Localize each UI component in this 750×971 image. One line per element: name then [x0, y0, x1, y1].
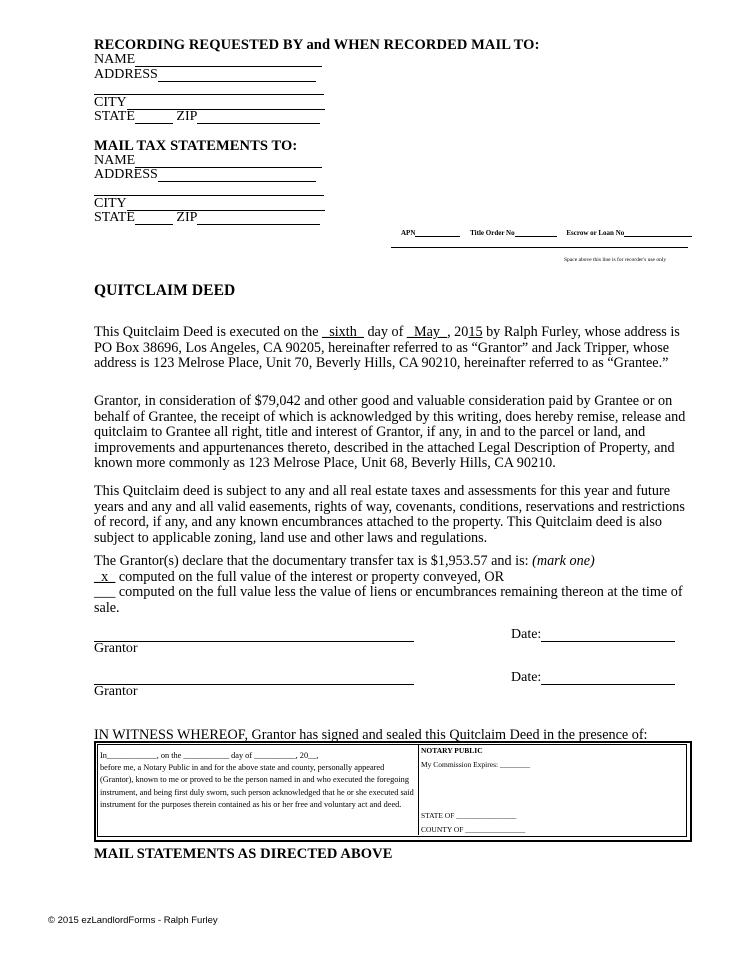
mail-tax-address-label: ADDRESS [94, 167, 158, 182]
date-label-2: Date: [511, 670, 542, 685]
consideration-paragraph: Grantor, in consideration of $79,042 and other good and valuable consideration paid by Grantee or on behalf of Grantee, the receipt of which is acknowledged by this writing, does hereby remise, release and quitclaim to Grantee all right, title and interest of Grantor, if any, in and to the parcel or land, and improvements and appurtenances thereto, described in the attached Legal Description of Property, and known more commonly as 123 Melrose Place, Unit 68, Beverly Hills, CA 90210. [94, 393, 686, 471]
recording-name-label: NAME [94, 52, 136, 67]
para1-text-d: by Ralph Furley, whose address is PO Box 38696, Los Angeles, CA 90205, hereinafter referred to as “Grantor” and Jack Tripper, whose address is 123 Melrose Place, Unit 70, Beverly Hills, CA 90210, hereinafter referred to as “Grantee.” [94, 324, 680, 371]
state-of-field[interactable]: STATE OF ________________ [421, 811, 517, 820]
option-full-value-checkbox[interactable]: _x_ [94, 568, 116, 585]
mail-tax-name-field[interactable] [94, 153, 322, 168]
date-label-1: Date: [511, 627, 542, 642]
recording-city-label: CITY [94, 95, 127, 110]
execution-year[interactable]: 15 [468, 324, 483, 340]
grantor-label-1: Grantor [94, 641, 138, 656]
mail-tax-zip-label: ZIP [176, 210, 198, 225]
escrow-input[interactable] [624, 229, 692, 237]
para1-text-b: day of [363, 324, 407, 340]
date-field-2[interactable] [511, 670, 675, 685]
escrow-label: Escrow or Loan No [566, 229, 625, 237]
execution-day[interactable]: _sixth_ [322, 324, 364, 340]
mail-statements-heading: MAIL STATEMENTS AS DIRECTED ABOVE [94, 846, 393, 862]
apn-label: APN [401, 229, 416, 237]
recording-city-field[interactable] [94, 95, 325, 110]
footer-copyright: © 2015 ezLandlordForms - Ralph Furley [48, 915, 218, 926]
notary-ack-line1[interactable]: In____________, on the ___________ day of __________, 20__, [100, 751, 319, 760]
recording-heading: RECORDING REQUESTED BY and WHEN RECORDED MAIL TO: [94, 37, 540, 53]
grantor-label-2: Grantor [94, 684, 138, 699]
recorder-fields [401, 229, 692, 237]
notary-public-label: NOTARY PUBLIC [421, 746, 483, 755]
recorder-space-note: Space above this line is for recorder's use only [564, 257, 667, 263]
notary-ack-body: before me, a Notary Public in and for the above state and county, personally appeared (Grantor), known to me or proved to be the person named in and who executed the foregoing instrument, and being first duly sworn, such person acknowledged that he or she executed said instrument for the purposes therein contained as his or her free and voluntary act and deed. [100, 763, 414, 809]
transfer-tax-text: The Grantor(s) declare that the documentary transfer tax is $1,953.57 and is: [94, 553, 533, 569]
mail-tax-name-label: NAME [94, 153, 136, 168]
mail-tax-address-field[interactable] [94, 167, 316, 182]
option-less-liens-checkbox[interactable]: ___ [94, 584, 116, 600]
recording-state-zip-field[interactable] [94, 109, 320, 124]
document-title: QUITCLAIM DEED [94, 282, 236, 299]
notary-acknowledgment [100, 750, 416, 811]
recording-zip-label: ZIP [176, 109, 198, 124]
transfer-tax-paragraph [94, 554, 694, 616]
title-order-label: Title Order No [470, 229, 515, 237]
recording-address-field[interactable] [94, 67, 316, 82]
mark-one-note: (mark one) [532, 553, 595, 569]
mail-tax-state-label: STATE [94, 210, 135, 225]
recording-name-field[interactable] [94, 52, 322, 67]
grantor-signature-line-1[interactable] [94, 641, 414, 642]
mail-tax-city-label: CITY [94, 196, 127, 211]
recording-address-label: ADDRESS [94, 67, 158, 82]
execution-month[interactable]: _May_ [406, 324, 448, 340]
subject-to-paragraph: This Quitclaim deed is subject to any and all real estate taxes and assessments for this year and future years and any and all valid easements, rights of way, covenants, conditions, reservations and restrictions of record, if any, and any known encumbrances attached to the property. This Quitclaim deed is also subject to applicable zoning, land use and other laws and regulations. [94, 483, 685, 546]
mail-tax-city-field[interactable] [94, 196, 325, 211]
mail-tax-state-zip-field[interactable] [94, 210, 320, 225]
witness-statement: IN WITNESS WHEREOF, Grantor has signed and sealed this Quitclaim Deed in the presence of: [94, 727, 648, 743]
mail-tax-heading: MAIL TAX STATEMENTS TO: [94, 138, 298, 154]
commission-expires-field[interactable]: My Commission Expires: ________ [421, 760, 530, 769]
title-order-input[interactable] [515, 229, 557, 237]
para1-text-c: , 20 [447, 324, 469, 340]
notary-box-divider [418, 744, 419, 835]
date-field-1[interactable] [511, 627, 675, 642]
recording-state-label: STATE [94, 109, 135, 124]
execution-paragraph [94, 325, 694, 372]
para1-text-a: This Quitclaim Deed is executed on the [94, 324, 323, 340]
option-full-value-text: computed on the full value of the interest or property conveyed, OR [115, 568, 505, 585]
recorder-divider [391, 247, 688, 248]
county-of-field[interactable]: COUNTY OF ________________ [421, 825, 526, 834]
apn-input[interactable] [415, 229, 460, 237]
grantor-signature-line-2[interactable] [94, 684, 414, 685]
option-less-liens-text: computed on the full value less the value of liens or encumbrances remaining thereon at the time of sale. [94, 584, 683, 616]
